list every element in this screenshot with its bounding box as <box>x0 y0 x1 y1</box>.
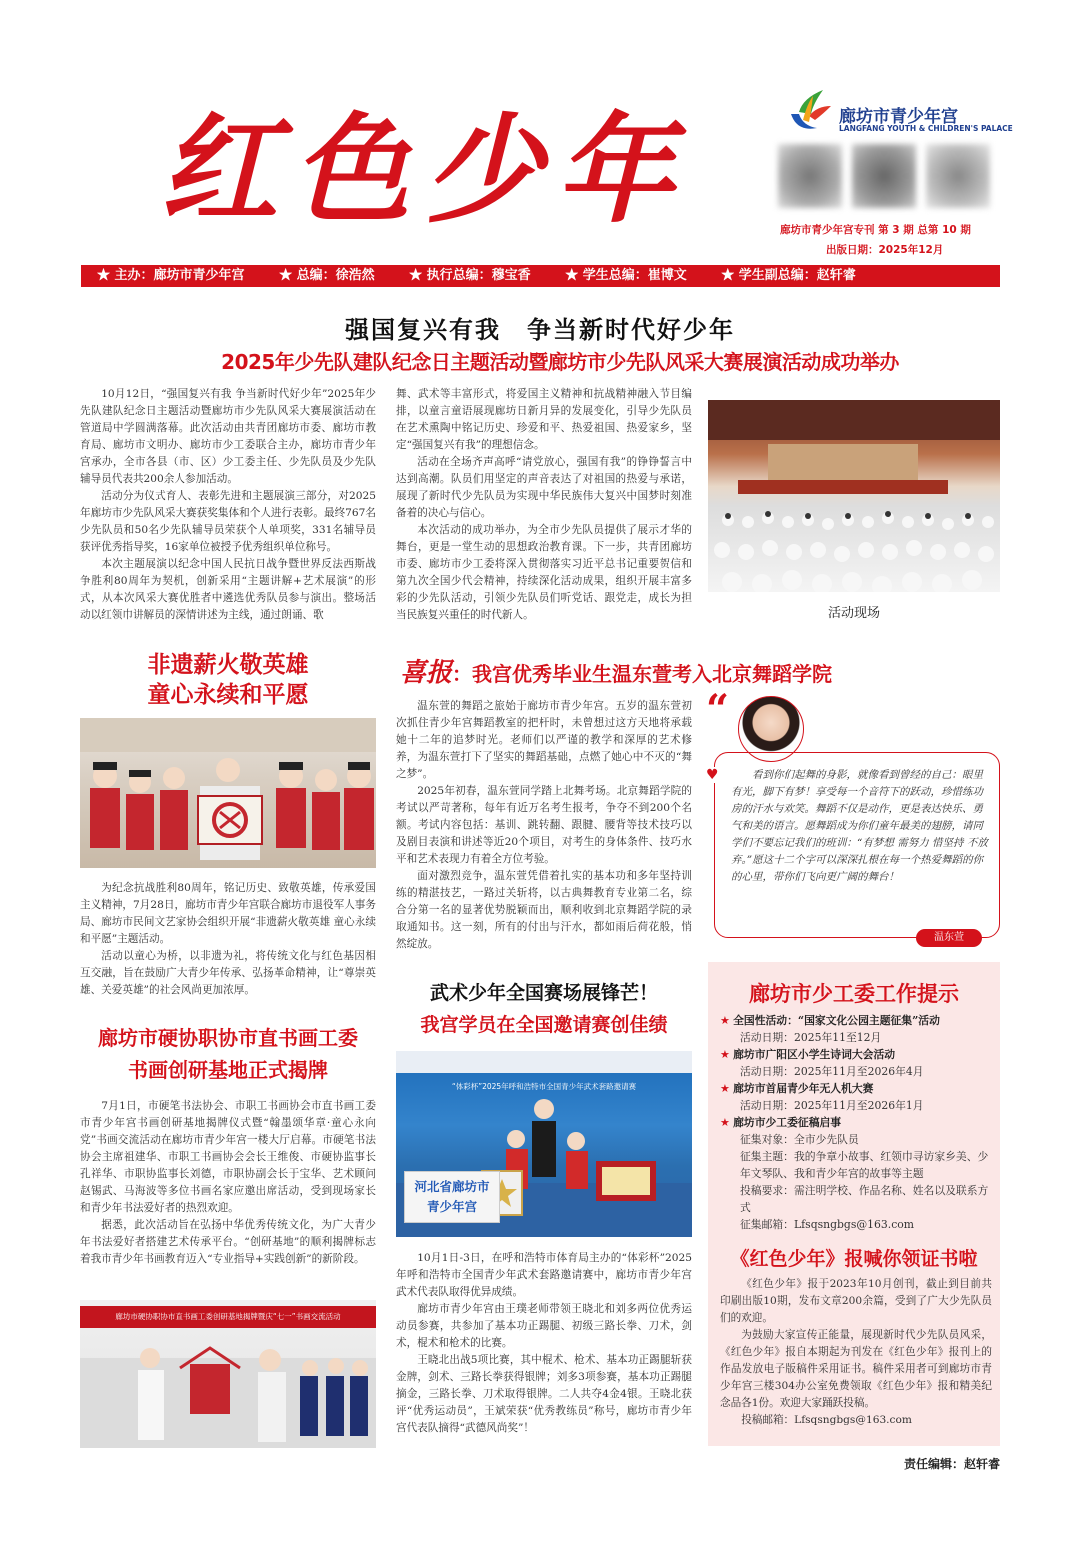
dance-para: 温东萱的舞蹈之旅始于廊坊市青少年宫。五岁的温东萱初次抓住青少年宫舞蹈教室的把杆时，未曾想过这方天地将承载她十二年的追梦时光。老师们以严谨的教学和深厚的艺术修养，为温东萱打下了坚实的舞蹈基础，点燃了她心中不灭的“舞之梦”。 <box>396 700 692 780</box>
dance-title: ：我宫优秀毕业生温东萱考入北京舞蹈学院 <box>452 662 833 686</box>
masthead-char: 色 <box>292 100 425 239</box>
event-photo-caption: 活动现场 <box>827 606 880 621</box>
notice-item-line: 征集对象：全市少先队员 <box>740 1133 859 1146</box>
calligraphy-title-1: 廊坊市硬协职协市直书画工委 <box>98 1026 358 1050</box>
heritage-body <box>80 880 376 999</box>
notice-item-line: 征集邮箱：Lfsqsngbgs@163.com <box>740 1218 914 1231</box>
calligraphy-body <box>80 1098 376 1268</box>
notice-item-line: 活动日期：2025年11至12月 <box>740 1031 882 1044</box>
calligraphy-para: 7月1日，市硬笔书法协会、市职工书画协会市直书画工委市青少年宫书画创研基地揭牌仪式暨“翰墨颂华章·童心永向党”书画交流活动在廊坊市青少年宫一楼大厅启幕。市硬笔书法协会主席祖建华、市职工书画协会会长王维俊、市硬协监事长孔祥华、市职协监事长刘德，市职协副会长于宝华、艺术顾问赵锡武、马海波等多位书画名家应邀出席活动，受到现场家长和青少年书法爱好者的热烈欢迎。 <box>80 1100 376 1214</box>
lead-para: 10月12日，“强国复兴有我 争当新时代好少年”2025年少先队建队纪念日主题活动暨廊坊市少先队风采大赛展演活动在管道局中学圆满落幕。此次活动由共青团廊坊市委、廊坊市教育局、廊坊市文明办、廊坊市少工委联合主办，廊坊市青少年宫承办，全市各县（市、区）少工委主任、少先队员及少先队辅导员代表共200余人参加活动。 <box>80 388 376 485</box>
team-sign-line: 河北省廊坊市 <box>414 1179 490 1194</box>
staff-host: ★ 主办：廊坊市青少年宫 <box>97 268 245 283</box>
masthead-char: 少 <box>424 100 557 239</box>
masthead-char: 年 <box>556 100 689 239</box>
calligraphy-photo <box>80 1300 376 1448</box>
notice-item-title: 全国性活动：“国家文化公园主题征集”活动 <box>733 1014 940 1027</box>
lead-col2 <box>396 386 692 624</box>
lead-para: 舞、武术等丰富形式，将爱国主义精神和抗战精神融入节目编排，以童言童语展现廊坊日新月异的发展变化，引导少先队员在艺术熏陶中铭记历史、珍爱和平、热爱祖国、热爱家乡，坚定“强国复兴有我”的理想信念。 <box>396 388 692 451</box>
wushu-body <box>396 1250 692 1437</box>
logo-name: 廊坊市青少年宫 <box>839 107 958 127</box>
lead-headline: 2025年少先队建队纪念日主题活动暨廊坊市少先队风采大赛展演活动成功举办 <box>221 350 899 374</box>
dance-body <box>396 698 692 953</box>
calligraphy-banner: 廊坊市硬协职协市直书画工委创研基地揭牌暨庆“七一”书画交流活动 <box>80 1306 376 1328</box>
notice-item-title: 廊坊市少工委征稿启事 <box>733 1116 842 1129</box>
dance-prefix: 喜报 <box>400 658 453 688</box>
staff-chief-editor: ★ 总编：徐浩然 <box>279 268 375 283</box>
staff-student-editor: ★ 学生总编：崔博文 <box>565 268 687 283</box>
heritage-para: 活动以童心为桥，以非遗为礼，将传统文化与红色基因相互交融，旨在鼓励广大青少年传承、弘扬革命精神，让“尊崇英雄、关爱英雄”的社会风尚更加浓厚。 <box>80 950 376 996</box>
notice-item <box>720 1012 992 1046</box>
star-icon: ★ <box>720 1082 734 1095</box>
lead-para: 活动在全场齐声高呼“请党放心，强国有我”的铮铮誓言中达到高潮。队员们用坚定的声音表达了对祖国的热爱与承诺，展现了新时代少先队员为实现中华民族伟大复兴中国梦时刻准备着的决心与信心。 <box>396 456 692 519</box>
notice-title: 廊坊市少工委工作提示 <box>749 982 959 1006</box>
heritage-title-2: 童心永续和平愿 <box>147 682 309 708</box>
dance-para: 2025年初春，温东萱同学踏上北舞考场。北京舞蹈学院的考试以严苛著称，每年有近万名考生报考，争夺不到200个名额。考试内容包括：基训、跳转翻、跟腱、腰背等技术技巧以及剧目表演和讲述等近20个项目，对考生的身体条件、技巧水平和艺术表现力有着全方位考验。 <box>396 785 692 865</box>
qr-code-blurred <box>778 144 842 208</box>
team-sign <box>404 1171 500 1223</box>
notice-item-line: 征集主题：我的争章小故事、红领巾寻访家乡美、少年文琴队、我和青少年宫的故事等主题 <box>740 1150 989 1180</box>
notice-item-line: 活动日期：2025年11月至2026年1月 <box>740 1099 924 1112</box>
calligraphy-title-2: 书画创研基地正式揭牌 <box>128 1058 328 1082</box>
staff-bar <box>81 265 1000 287</box>
wushu-title-2: 我宫学员在全国邀请赛创佳绩 <box>420 1014 668 1036</box>
certificate-para: 《红色少年》报于2023年10月创刊，截止到目前共印刷出版10期，发布文章200余篇，受到了广大少先队员们的欢迎。 <box>720 1278 992 1324</box>
team-sign-line: 青少年宫 <box>426 1199 477 1214</box>
wushu-title-1: 武术少年全国赛场展锋芒！ <box>429 982 658 1004</box>
certificate-email: 投稿邮箱：Lfsqsngbgs@163.com <box>741 1414 912 1426</box>
heritage-photo <box>80 718 376 868</box>
dance-quote: 看到你们起舞的身影，就像看到曾经的自己：眼里有光，脚下有梦！享受每一个音符下的跃动，珍惜练功房的汗水与欢笑。舞蹈不仅是动作，更是表达快乐、勇气和美的语言。愿舞蹈成为你们童年最美的翅膀，请同学们不要忘记我们的班训：“有梦想 需努力 惜坚持 不放弃。”愿这十二个字可以深深扎根在每一个热爱舞蹈的你的心里，带你们飞向更广阔的舞台！ <box>731 769 988 883</box>
lead-para: 活动分为仪式育人、表彰先进和主题展演三部分，对2025年廊坊市少先队风采大赛获奖集体和个人进行表彰。最终767名少先队员和50名少先队辅导员荣获个人单项奖，331名辅导员获评优秀指导奖，16家单位被授予优秀组织单位称号。 <box>80 490 376 553</box>
star-icon: ★ <box>720 1116 734 1129</box>
masthead-char: 红 <box>160 100 293 239</box>
dance-para: 面对激烈竞争，温东萱凭借着扎实的基本功和多年坚持训练的精湛技艺，一路过关斩将，以古典舞教育专业第二名，综合分第一名的显著优势脱颖而出，顺利收到北京舞蹈学院的录取通知书。这一刻，所有的付出与汗水，都如雨后荷花般，悄然绽放。 <box>396 870 692 950</box>
quote-card <box>706 752 1000 938</box>
issue-line: 廊坊市青少年宫专刊 第 3 期 总第 10 期 <box>780 224 971 236</box>
wushu-banner: “体彩杯”2025年呼和浩特市全国青少年武术套路邀请赛 <box>451 1082 637 1091</box>
signature-badge: 温东萱 <box>916 929 982 947</box>
calligraphy-para: 据悉，此次活动旨在弘扬中华优秀传统文化，为广大青少年书法爱好者搭建艺术传承平台。“创研基地”的顺利揭牌标志着我市青少年书画教育迈入“专业指导+实践创新”的新阶段。 <box>80 1219 376 1265</box>
lead-kicker: 强国复兴有我 争当新时代好少年 <box>345 315 735 344</box>
wushu-para: 10月1日-3日，在呼和浩特市体育局主办的“体彩杯”2025年呼和浩特市全国青少年武术套路邀请赛中，廊坊市青少年宫武术代表队取得优异成绩。 <box>396 1252 692 1298</box>
notice-item <box>720 1080 992 1114</box>
certificate-body <box>720 1276 992 1429</box>
event-photo <box>708 400 1000 592</box>
date-line: 出版日期：2025年12月 <box>826 244 944 256</box>
notice-item-title: 廊坊市广阳区小学生诗词大会活动 <box>733 1048 896 1061</box>
wushu-photo <box>396 1051 692 1237</box>
palace-logo-icon <box>783 84 835 136</box>
event-photo-art <box>708 400 1000 592</box>
lead-para: 本次活动的成功举办，为全市少先队员提供了展示才华的舞台，更是一堂生动的思想政治教育课。下一步，共青团廊坊市委、廊坊市少工委将深入贯彻落实习近平总书记重要贺信和第九次全国少代会精神，持续深化活动成果，组织开展丰富多彩的少先队活动，引领少先队员们听党话、跟党走，成长为担当民族复兴重任的时代新人。 <box>396 524 692 621</box>
heritage-photo-art <box>80 718 376 868</box>
masthead-title <box>160 95 720 245</box>
staff-student-deputy: ★ 学生副总编：赵轩睿 <box>721 268 856 283</box>
notice-item-line: 投稿要求：需注明学校、作品名称、姓名以及联系方式 <box>740 1184 989 1214</box>
star-icon: ★ <box>720 1048 734 1061</box>
notice-item <box>720 1114 992 1233</box>
wushu-para: 王晓北出战5项比赛，其中棍术、枪术、基本功正踢腿斩获金牌，剑术、三路长拳获得银牌；刘多3项参赛，基本功正踢腿摘金，三路长拳、刀术取得银牌。二人共夺4金4银。王晓北获评“优秀运动员”，王斌荣获“优秀教练员”称号，廊坊市青少年宫代表队摘得“武德风尚奖”！ <box>396 1354 692 1434</box>
notice-item-line: 活动日期：2025年11月至2026年4月 <box>740 1065 924 1078</box>
palace-logo <box>783 82 1013 138</box>
logo-en: LANGFANG YOUTH & CHILDREN'S PALACE <box>839 124 1013 133</box>
calligraphy-photo-art <box>80 1328 376 1448</box>
wushu-para: 廊坊市青少年宫由王璞老师带领王晓北和刘多两位优秀运动员参赛，共参加了基本功正踢腿、初级三路长拳、刀术，剑术，棍术和枪术的比赛。 <box>396 1303 692 1349</box>
heritage-para: 为纪念抗战胜利80周年，铭记历史、致敬英雄，传承爱国主义精神，7月28日，廊坊市青少年宫联合廊坊市退役军人事务局、廊坊市民间文艺家协会组织开展“非遗薪火敬英雄 童心永续和平愿”主题活动。 <box>80 882 376 945</box>
responsible-editor: 责任编辑：赵轩睿 <box>903 1457 1000 1471</box>
certificate-para: 为鼓励大家宣传正能量，展现新时代少先队员风采，《红色少年》报自本期起为刊发在《红色少年》报刊上的作品发放电子版稿件采用证书。稿件采用者可到廊坊市青少年宫三楼304办公室免费领取《红色少年》报和精美纪念品各1份。欢迎大家踊跃投稿。 <box>720 1329 992 1409</box>
notice-item <box>720 1046 992 1080</box>
star-icon: ★ <box>720 1014 734 1027</box>
lead-para: 本次主题展演以纪念中国人民抗日战争暨世界反法西斯战争胜利80周年为契机，创新采用“主题讲解+艺术展演”的形式，从本次风采大赛优胜者中遴选优秀队员参与演出。整场活动以红领巾讲解员的深情讲述为主线，通过朗诵、歌 <box>80 558 376 621</box>
notice-list <box>720 1012 992 1233</box>
quote-mark-icon: “ <box>706 686 730 733</box>
staff-exec-editor: ★ 执行总编：穆宝香 <box>409 268 531 283</box>
dance-headline <box>400 652 1020 689</box>
qr-code-blurred <box>852 144 916 208</box>
certificate-title: 《红色少年》报喊你领证书啦 <box>730 1248 978 1270</box>
lead-col1 <box>80 386 376 624</box>
notice-item-title: 廊坊市首届青少年无人机大赛 <box>733 1082 874 1095</box>
heart-icon: ♥ <box>706 767 719 783</box>
qr-code-blurred <box>926 144 990 208</box>
heritage-title-1: 非遗薪火敬英雄 <box>147 652 309 678</box>
